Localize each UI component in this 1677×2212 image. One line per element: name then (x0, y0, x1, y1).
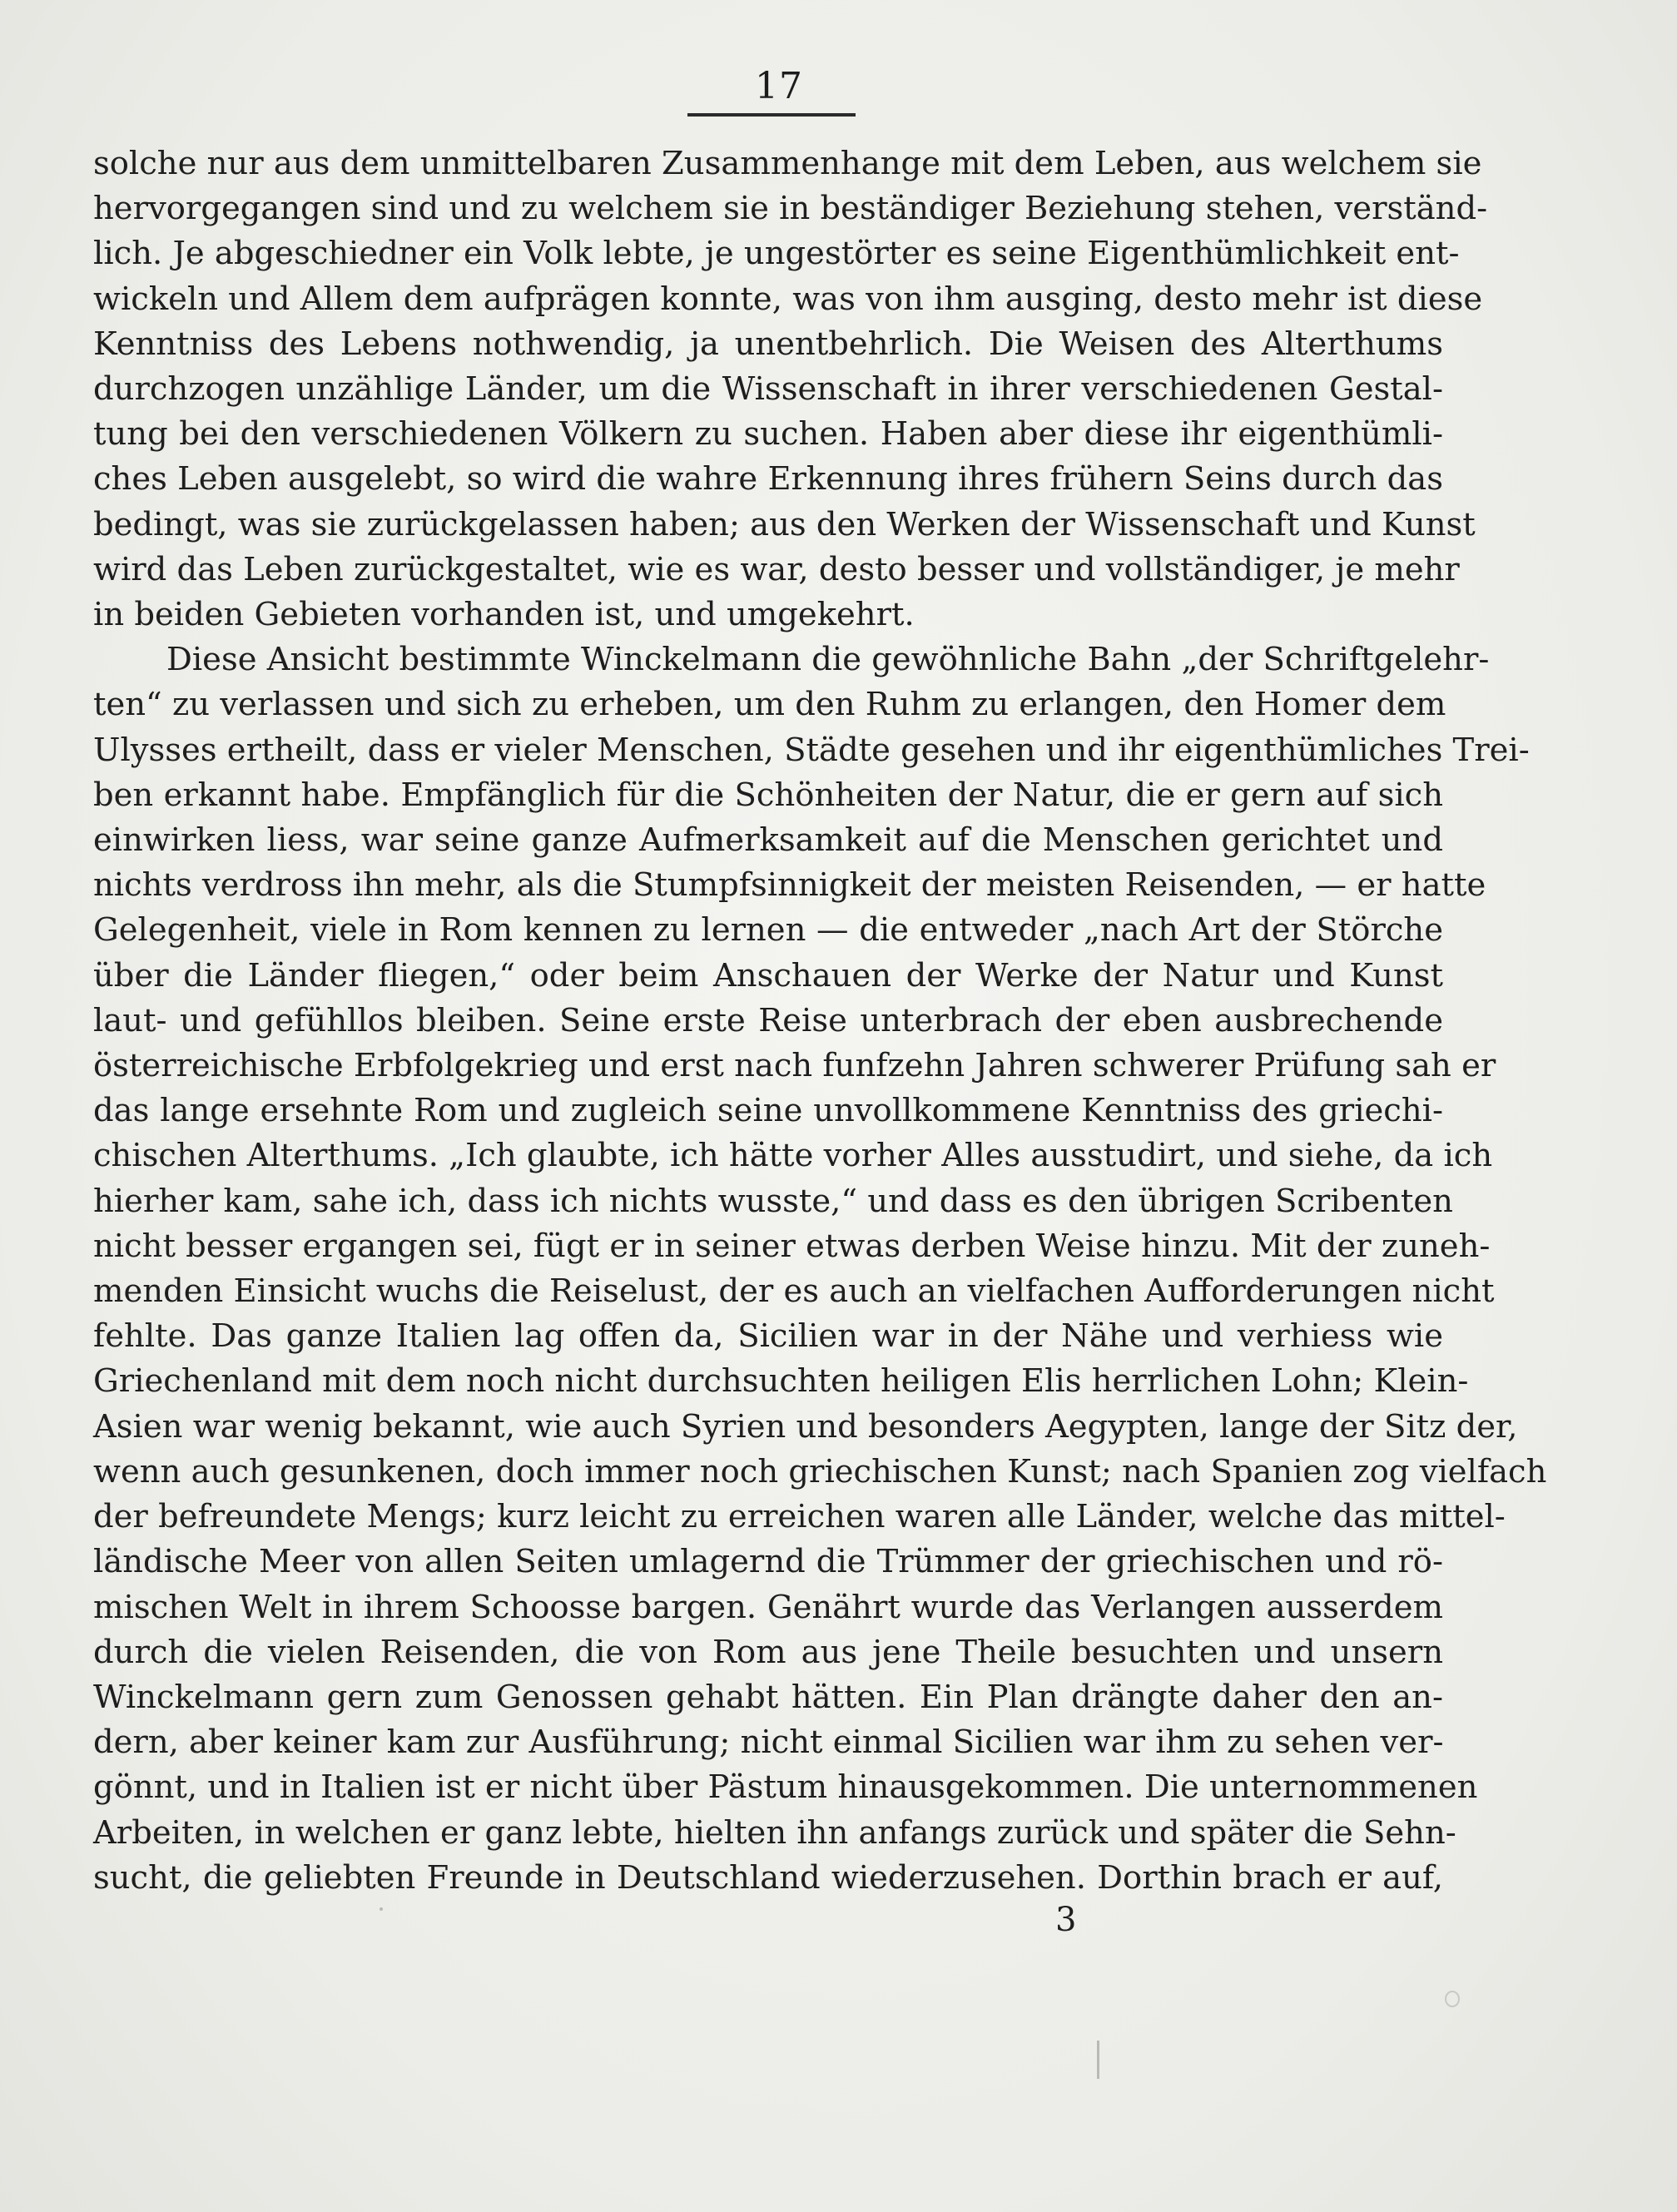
text-line: solche nur aus dem unmittelbaren Zusammenhange mit dem Leben, aus welchem sie (93, 145, 1482, 182)
text-line: durch die vielen Reisenden, die von Rom aus jene Theile besuchten und unsern (93, 1633, 1443, 1671)
text-line: ben erkannt habe. Empfänglich für die Schönheiten der Natur, die er gern auf sich (93, 776, 1443, 814)
text-line: laut- und gefühllos bleiben. Seine erste Reise unterbrach der eben ausbrechende (93, 1001, 1443, 1039)
text-line: fehlte. Das ganze Italien lag offen da, Sicilien war in der Nähe und verhiess wie (93, 1317, 1443, 1356)
text-line: das lange ersehnte Rom und zugleich seine unvollkommene Kenntniss des griechi- (93, 1092, 1443, 1130)
text-line: Winckelmann gern zum Genossen gehabt hätten. Ein Plan drängte daher den an- (93, 1678, 1443, 1716)
text-line: einwirken liess, war seine ganze Aufmerksamkeit auf die Menschen gerichtet und (93, 821, 1443, 860)
text-line: Diese Ansicht bestimmte Winckelmann die gewöhnliche Bahn „der Schriftgelehr- (166, 641, 1490, 679)
text-line: sucht, die geliebten Freunde in Deutschland wiederzusehen. Dorthin brach er auf, (93, 1858, 1443, 1897)
text-line: menden Einsicht wuchs die Reiselust, der es auch an vielfachen Aufforderungen nicht (93, 1272, 1495, 1311)
header-rule (687, 113, 856, 117)
text-line: Gelegenheit, viele in Rom kennen zu lernen — die entweder „nach Art der Störche (93, 911, 1443, 950)
text-line: wenn auch gesunkenen, doch immer noch griechischen Kunst; nach Spanien zog vielfach (93, 1452, 1547, 1490)
text-line: Ulysses ertheilt, dass er vieler Menschen, Städte gesehen und ihr eigenthümliches Trei- (93, 731, 1530, 769)
text-line: tung bei den verschiedenen Völkern zu suchen. Haben aber diese ihr eigenthümli- (93, 415, 1443, 454)
text-line: Kenntniss des Lebens nothwendig, ja unentbehrlich. Die Weisen des Alterthums (93, 325, 1443, 363)
text-line: nichts verdross ihn mehr, als die Stumpfsinnigkeit der meisten Reisenden, — er hatte (93, 866, 1486, 905)
text-line: wickeln und Allem dem aufprägen konnte, was von ihm ausging, desto mehr ist diese (93, 280, 1483, 318)
text-line: lich. Je abgeschiedner ein Volk lebte, je ungestörter es seine Eigenthümlichkeit ent- (93, 235, 1460, 273)
text-line: gönnt, und in Italien ist er nicht über Pästum hinausgekommen. Die unternommenen (93, 1768, 1478, 1807)
text-line: der befreundete Mengs; kurz leicht zu erreichen waren alle Länder, welche das mittel- (93, 1498, 1506, 1536)
text-line: ten“ zu verlassen und sich zu erheben, um den Ruhm zu erlangen, den Homer dem (93, 686, 1446, 724)
paper-speck (1445, 1991, 1460, 2007)
signature-mark: 3 (1055, 1901, 1077, 1939)
page-number: 17 (755, 65, 803, 107)
text-line: hierher kam, sahe ich, dass ich nichts wusste,“ und dass es den übrigen Scribenten (93, 1182, 1453, 1220)
text-line: ches Leben ausgelebt, so wird die wahre Erkennung ihres frühern Seins durch das (93, 460, 1443, 498)
text-line: österreichische Erbfolgekrieg und erst nach funfzehn Jahren schwerer Prüfung sah er (93, 1047, 1496, 1085)
text-line: über die Länder fliegen,“ oder beim Anschauen der Werke der Natur und Kunst (93, 956, 1443, 994)
text-line: durchzogen unzählige Länder, um die Wissenschaft in ihrer verschiedenen Gestal- (93, 370, 1443, 409)
text-line: bedingt, was sie zurückgelassen haben; aus den Werken der Wissenschaft und Kunst (93, 505, 1476, 543)
text-line: nicht besser ergangen sei, fügt er in seiner etwas derben Weise hinzu. Mit der zuneh- (93, 1227, 1491, 1265)
text-line: wird das Leben zurückgestaltet, wie es war, desto besser und vollständiger, je mehr (93, 550, 1460, 588)
text-line: in beiden Gebieten vorhanden ist, und umgekehrt. (93, 596, 915, 634)
body-text (93, 141, 1547, 1901)
text-line: ländische Meer von allen Seiten umlagernd die Trümmer der griechischen und rö- (93, 1543, 1443, 1581)
text-line: Arbeiten, in welchen er ganz lebte, hielten ihn anfangs zurück und später die Sehn- (93, 1813, 1456, 1852)
paper-speck (380, 1907, 383, 1911)
text-line: mischen Welt in ihrem Schoosse bargen. Genährt wurde das Verlangen ausserdem (93, 1588, 1443, 1626)
text-line: Griechenland mit dem noch nicht durchsuchten heiligen Elis herrlichen Lohn; Klein- (93, 1362, 1469, 1401)
text-line: Asien war wenig bekannt, wie auch Syrien und besonders Aegypten, lange der Sitz der, (93, 1407, 1518, 1446)
paper-speck (1097, 2041, 1099, 2079)
text-line: chischen Alterthums. „Ich glaubte, ich hätte vorher Alles ausstudirt, und siehe, da ich (93, 1137, 1493, 1175)
text-line: dern, aber keiner kam zur Ausführung; nicht einmal Sicilien war ihm zu sehen ver- (93, 1723, 1444, 1762)
text-line: hervorgegangen sind und zu welchem sie in beständiger Beziehung stehen, verständ- (93, 190, 1488, 228)
